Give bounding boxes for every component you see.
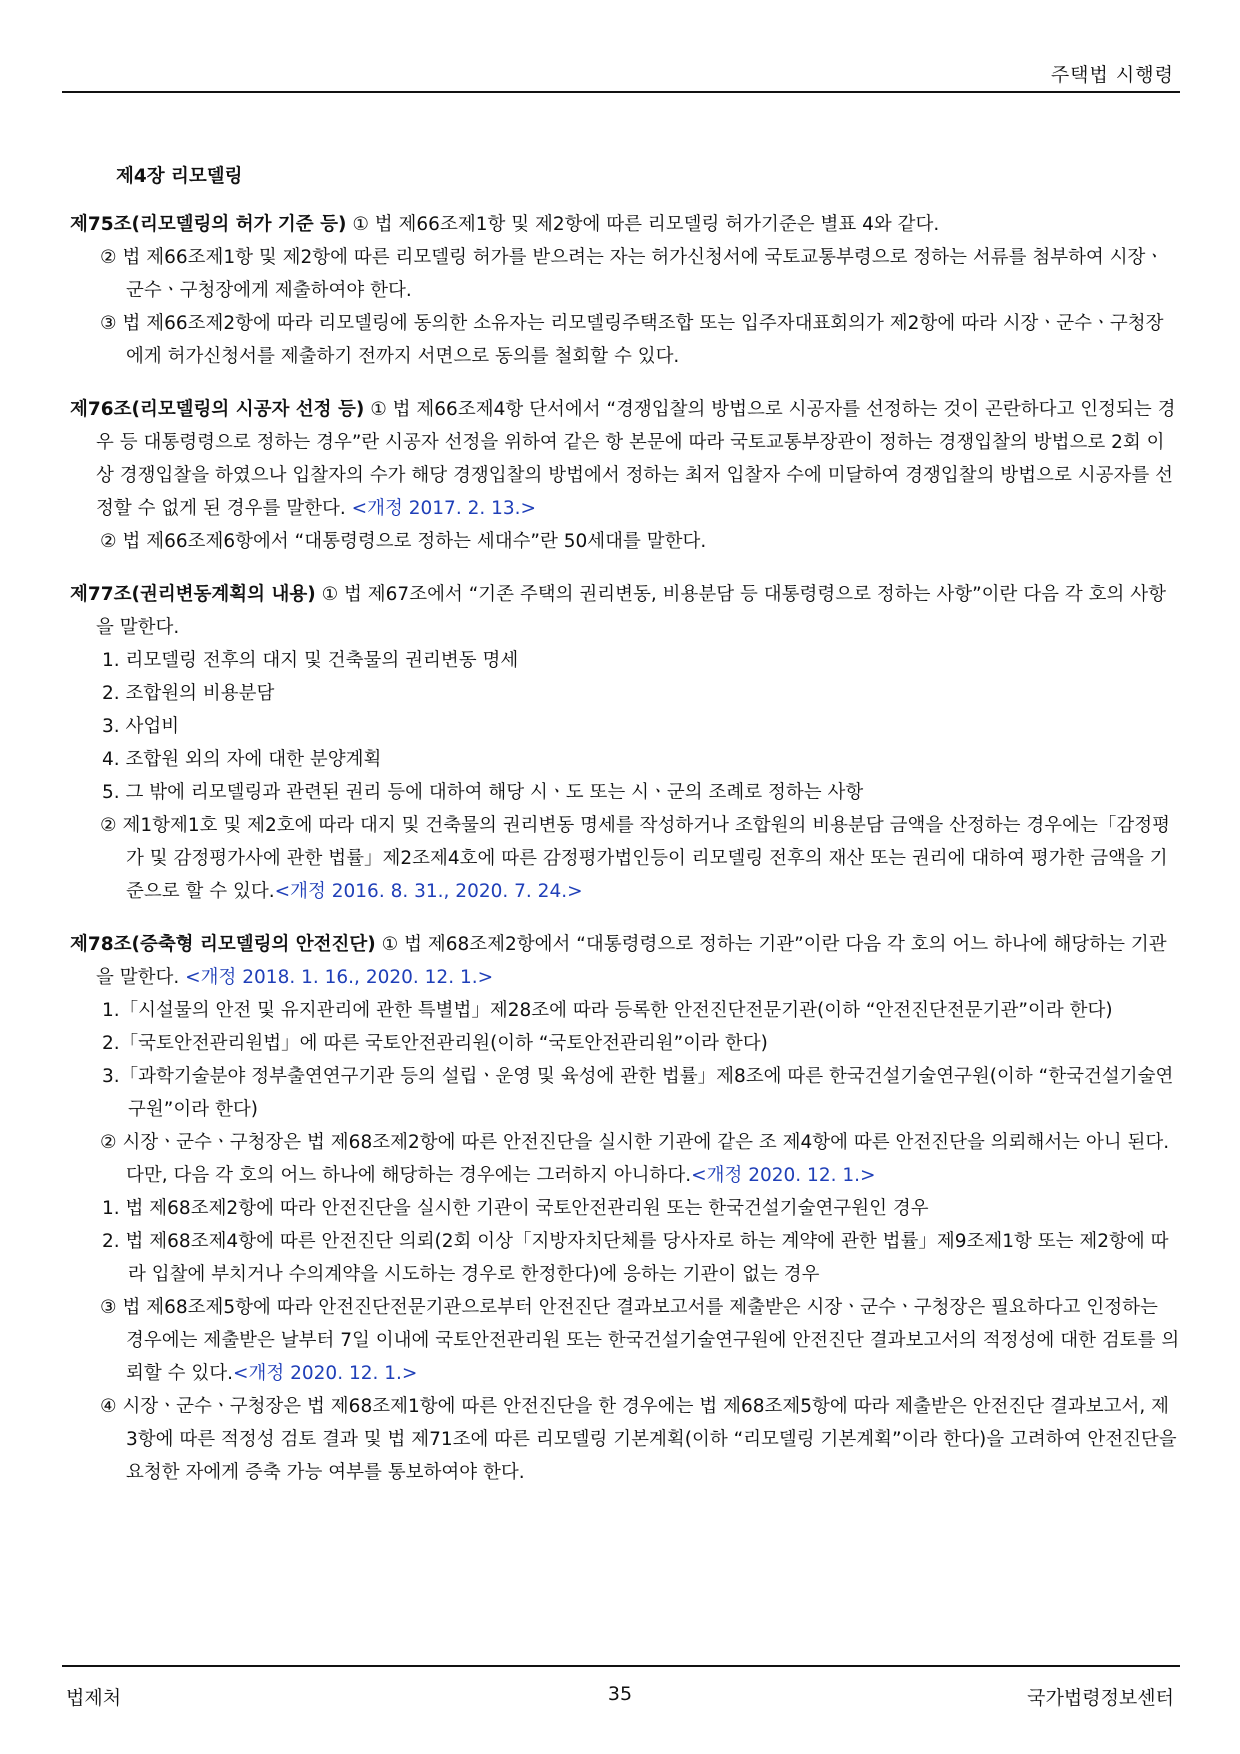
paragraph <box>70 1291 1180 1390</box>
article-76 <box>70 393 1180 558</box>
paragraph-text: ④ 시장ㆍ군수ㆍ구청장은 법 제68조제1항에 따른 안전진단을 한 경우에는 법 제68조제5항에 따라 제출받은 안전진단 결과보고서, 제3항에 따른 적정성 검토 결과 및 법 제71조에 따른 리모델링 기본계획(이하 “리모델링 기본계획”이라 한다)을 고려하여 안전진단을 요청한 자에게 증축 가능 여부를 통보하여야 한다. <box>100 1396 1177 1483</box>
article-lead: ① 법 제68조제2항에서 “대통령령으로 정하는 기관”이란 다음 각 호의 어느 하나에 해당하는 기관을 말한다. <box>96 934 1167 988</box>
article-77 <box>70 578 1180 908</box>
list-item: 1. 리모델링 전후의 대지 및 건축물의 권리변동 명세 <box>102 650 519 671</box>
chapter-title: 제4장 리모델링 <box>116 166 243 187</box>
paragraph <box>70 241 1180 307</box>
header-rule <box>62 91 1180 93</box>
article-title: 제75조(리모델링의 허가 기준 등) <box>70 214 347 235</box>
list-item: 2. 조합원의 비용분담 <box>102 683 275 704</box>
list-item: 5. 그 밖에 리모델링과 관련된 권리 등에 대하여 해당 시ㆍ도 또는 시ㆍ군의 조례로 정하는 사항 <box>102 782 864 803</box>
paragraph-text: ③ 법 제66조제2항에 따라 리모델링에 동의한 소유자는 리모델링주택조합 또는 입주자대표회의가 제2항에 따라 시장ㆍ군수ㆍ구청장에게 허가신청서를 제출하기 전까지 서면으로 동의를 철회할 수 있다. <box>100 313 1164 367</box>
list-item: 1. 법 제68조제2항에 따라 안전진단을 실시한 기관이 국토안전관리원 또는 한국건설기술연구원인 경우 <box>102 1198 929 1219</box>
footer-source: 국가법령정보센터 <box>1027 1687 1174 1709</box>
paragraph-text: ② 제1항제1호 및 제2호에 따라 대지 및 건축물의 권리변동 명세를 작성하거나 조합원의 비용분담 금액을 산정하는 경우에는「감정평가 및 감정평가사에 관한 법률」제2조제4호에 따른 감정평가법인등이 리모델링 전후의 재산 또는 권리에 대하여 평가한 금액을 기준으로 할 수 있다. <box>100 815 1171 902</box>
article-title: 제77조(권리변동계획의 내용) <box>70 584 316 605</box>
article-heading <box>70 578 1180 644</box>
running-header-title: 주택법 시행령 <box>1050 64 1174 86</box>
article-title: 제78조(증축형 리모델링의 안전진단) <box>70 934 376 955</box>
article-78 <box>70 928 1180 1489</box>
article-heading <box>70 928 1180 994</box>
page-number: 35 <box>607 1683 633 1705</box>
article-heading <box>70 208 1180 241</box>
list-item: 1.「시설물의 안전 및 유지관리에 관한 특별법」제28조에 따라 등록한 안전진단전문기관(이하 “안전진단전문기관”이라 한다) <box>102 1000 1113 1021</box>
article-75 <box>70 208 1180 373</box>
paragraph <box>70 525 1180 558</box>
list-item: 3.「과학기술분야 정부출연연구기관 등의 설립ㆍ운영 및 육성에 관한 법률」제8조에 따른 한국건설기술연구원(이하 “한국건설기술연구원”이라 한다) <box>102 1066 1174 1120</box>
document-body <box>70 160 1180 1509</box>
paragraph-text: ② 법 제66조제6항에서 “대통령령으로 정하는 세대수”란 50세대를 말한다. <box>100 531 707 552</box>
amendment-note: <개정 2020. 12. 1.> <box>233 1363 418 1384</box>
paragraph-text: ② 시장ㆍ군수ㆍ구청장은 법 제68조제2항에 따른 안전진단을 실시한 기관에 같은 조 제4항에 따른 안전진단을 의뢰해서는 아니 된다. 다만, 다음 각 호의 어느 하나에 해당하는 경우에는 그러하지 아니하다. <box>100 1132 1170 1186</box>
paragraph <box>70 809 1180 908</box>
article-lead: ① 법 제66조제4항 단서에서 “경쟁입찰의 방법으로 시공자를 선정하는 것이 곤란하다고 인정되는 경우 등 대통령령으로 정하는 경우”란 시공자 선정을 위하여 같은 항 본문에 따라 국토교통부장관이 정하는 경쟁입찰의 방법으로 2회 이상 경쟁입찰을 하였으나 입찰자의 수가 해당 경쟁입찰의 방법에서 정하는 최저 입찰자 수에 미달하여 경쟁입찰의 방법으로 시공자를 선정할 수 없게 된 경우를 말한다. <box>96 399 1176 519</box>
amendment-note: <개정 2020. 12. 1.> <box>691 1165 876 1186</box>
paragraph <box>70 1390 1180 1489</box>
article-heading <box>70 393 1180 525</box>
paragraph-text: ② 법 제66조제1항 및 제2항에 따른 리모델링 허가를 받으려는 자는 허가신청서에 국토교통부령으로 정하는 서류를 첨부하여 시장ㆍ군수ㆍ구청장에게 제출하여야 한다. <box>100 247 1164 301</box>
amendment-note: <개정 2016. 8. 31., 2020. 7. 24.> <box>274 881 583 902</box>
list-item: 4. 조합원 외의 자에 대한 분양계획 <box>102 749 382 770</box>
list-item: 3. 사업비 <box>102 716 180 737</box>
footer-publisher: 법제처 <box>66 1687 122 1709</box>
paragraph <box>70 1126 1180 1192</box>
paragraph <box>70 307 1180 373</box>
paragraph-text: ③ 법 제68조제5항에 따라 안전진단전문기관으로부터 안전진단 결과보고서를 제출받은 시장ㆍ군수ㆍ구청장은 필요하다고 인정하는 경우에는 제출받은 날부터 7일 이내에 국토안전관리원 또는 한국건설기술연구원에 안전진단 결과보고서의 적정성에 대한 검토를 의뢰할 수 있다. <box>100 1297 1180 1384</box>
footer-rule <box>62 1665 1180 1667</box>
amendment-note: <개정 2018. 1. 16., 2020. 12. 1.> <box>185 967 494 988</box>
article-lead: ① 법 제66조제1항 및 제2항에 따른 리모델링 허가기준은 별표 4와 같다. <box>346 214 940 235</box>
list-item: 2.「국토안전관리원법」에 따른 국토안전관리원(이하 “국토안전관리원”이라 한다) <box>102 1033 768 1054</box>
list-item: 2. 법 제68조제4항에 따른 안전진단 의뢰(2회 이상「지방자치단체를 당사자로 하는 계약에 관한 법률」제9조제1항 또는 제2항에 따라 입찰에 부치거나 수의계약을 시도하는 경우로 한정한다)에 응하는 기관이 없는 경우 <box>102 1231 1169 1285</box>
article-title: 제76조(리모델링의 시공자 선정 등) <box>70 399 365 420</box>
amendment-note: <개정 2017. 2. 13.> <box>351 498 537 519</box>
article-lead: ① 법 제67조에서 “기존 주택의 권리변동, 비용분담 등 대통령령으로 정하는 사항”이란 다음 각 호의 사항을 말한다. <box>96 584 1167 638</box>
